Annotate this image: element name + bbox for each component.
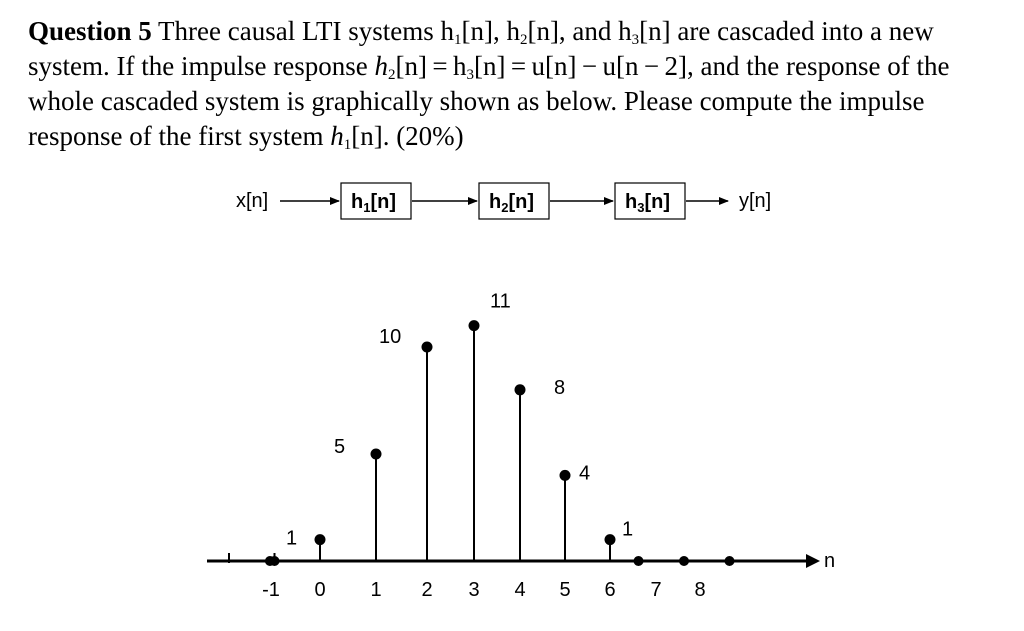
stem-dot xyxy=(560,470,571,481)
stem-plot xyxy=(207,291,835,601)
stem-dot xyxy=(515,384,526,395)
tick-label: 3 xyxy=(468,579,480,601)
zero-sample-dot xyxy=(270,556,280,566)
n-axis-label: n xyxy=(824,550,836,572)
zero-sample-dot xyxy=(725,556,735,566)
value-label: 10 xyxy=(379,326,402,348)
zero-sample-dot xyxy=(634,556,644,566)
value-label: 5 xyxy=(334,436,346,458)
tick-label: 1 xyxy=(370,579,382,601)
n-axis-arrowhead xyxy=(806,554,820,568)
stem-dot xyxy=(371,449,382,460)
tick-label: 8 xyxy=(694,579,706,601)
tick-label: 2 xyxy=(421,579,433,601)
question-tail: . (20%) xyxy=(382,121,464,151)
input-label: x[n] xyxy=(236,190,269,212)
value-label: 8 xyxy=(554,376,566,399)
stem-dot xyxy=(469,320,480,331)
question-text-part: , and the response of the whole cascaded system is graphically shown as below. Please compute the impulse response of the first system xyxy=(28,51,950,151)
equation-h1: h xyxy=(330,121,344,151)
equation-part: [n] = h xyxy=(395,51,467,81)
subscript: 3 xyxy=(631,32,640,48)
stem-dot xyxy=(605,534,616,545)
tick-label: 0 xyxy=(314,579,326,601)
subscript: 2 xyxy=(387,67,396,83)
tick-label: 7 xyxy=(650,579,662,601)
block-h2-label: $h_2[n]$ xyxy=(489,191,534,215)
tick-label: -1 xyxy=(262,579,280,601)
question-intro: Three causal LTI systems h xyxy=(151,16,454,46)
equation-h: h xyxy=(374,51,388,81)
equation-part: [n] = u[n] − u[n − 2] xyxy=(473,51,688,81)
subscript: 3 xyxy=(466,67,474,83)
stem-dot xyxy=(315,534,326,545)
equation-part: [n] xyxy=(351,121,383,151)
output-label: y[n] xyxy=(739,190,772,212)
value-label: 4 xyxy=(579,462,591,485)
question-text-part: [n], h xyxy=(461,16,520,46)
block-diagram xyxy=(236,183,771,219)
value-label: 1 xyxy=(286,527,298,550)
value-label: 11 xyxy=(490,290,511,313)
question-text-part: [n] are cascaded into a new system. If the impulse response xyxy=(28,16,934,81)
subscript: 1 xyxy=(453,32,462,48)
subscript: 2 xyxy=(519,32,528,48)
tick-label: 5 xyxy=(559,579,571,601)
tick-label: 4 xyxy=(514,579,526,601)
tick-label: 6 xyxy=(604,579,616,601)
subscript: 1 xyxy=(343,137,352,153)
value-label: 1 xyxy=(622,518,634,541)
question-text-part: [n], and h xyxy=(527,16,632,46)
zero-sample-dot xyxy=(679,556,689,566)
block-h3-label: $h_3[n]$ xyxy=(625,191,670,215)
question-number: Question 5 xyxy=(28,16,152,46)
stem-dot xyxy=(422,342,433,353)
block-h1-label: $h_1[n]$ xyxy=(351,191,396,215)
